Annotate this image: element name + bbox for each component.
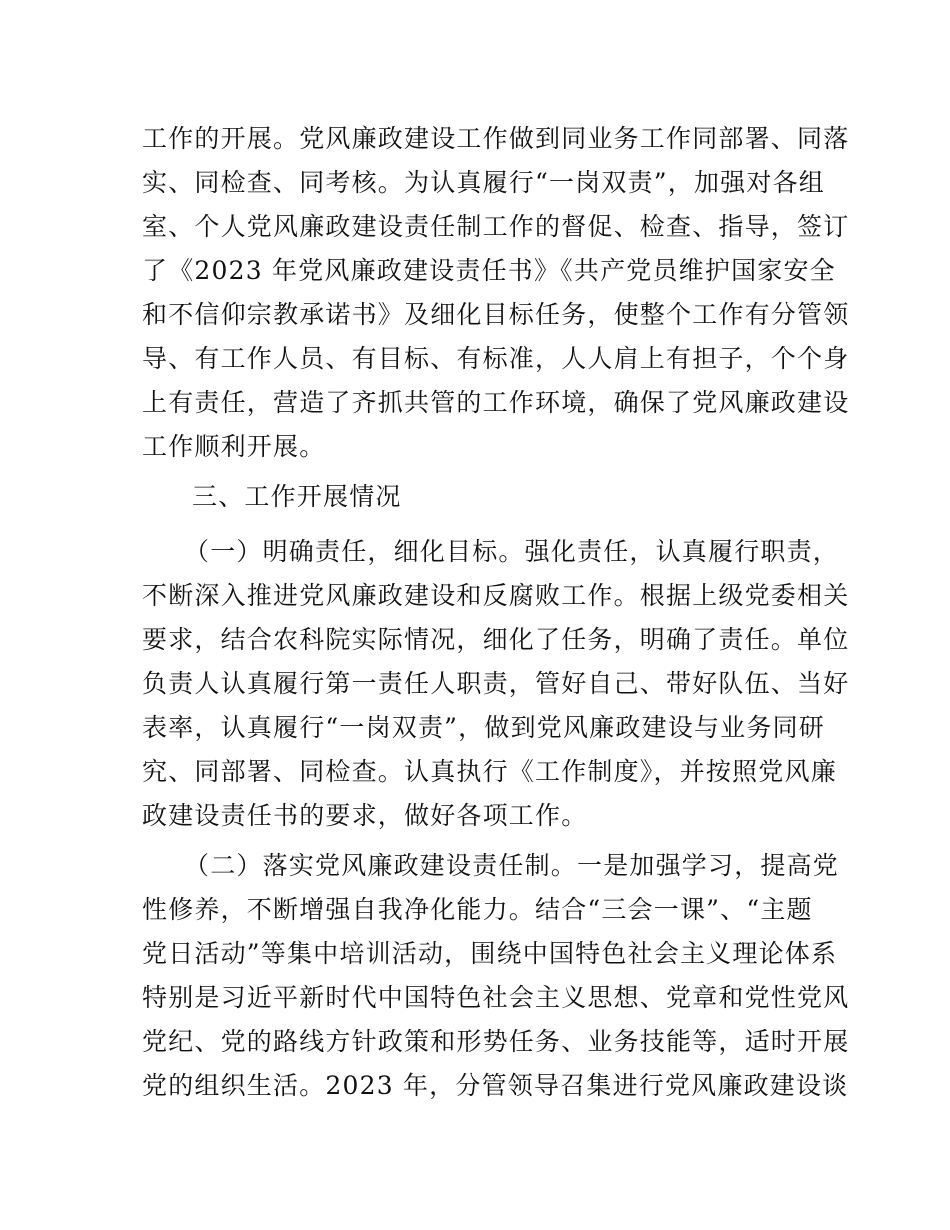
text-line: 工作的开展。党风廉政建设工作做到同业务工作同部署、同落 [142, 124, 850, 153]
text-line: 了《2023 年党风廉政建设责任书》《共产党员维护国家安全 [142, 256, 836, 285]
text-line: 不断深入推进党风廉政建设和反腐败工作。根据上级党委相关 [142, 581, 850, 610]
text-line: 党日活动”等集中培训活动，围绕中国特色社会主义理论体系 [142, 939, 838, 968]
text-line: 性修养，不断增强自我净化能力。结合“三会一课”、“主题 [142, 895, 813, 924]
text-line: 导、有工作人员、有目标、有标准，人人肩上有担子，个个身 [142, 344, 850, 373]
text-line: 政建设责任书的要求，做好各项工作。 [142, 801, 588, 830]
text-line: 党的组织生活。2023 年，分管领导召集进行党风廉政建设谈 [142, 1071, 849, 1100]
text-line: 要求，结合农科院实际情况，细化了任务，明确了责任。单位 [142, 625, 850, 654]
text-line: 实、同检查、同考核。为认真履行“一岗双责”，加强对各组 [142, 168, 825, 197]
text-line: 特别是习近平新时代中国特色社会主义思想、党章和党性党风 [142, 983, 850, 1012]
paragraph-clarify-responsibility [142, 530, 850, 838]
text-line: 党纪、党的路线方针政策和形势任务、业务技能等，适时开展 [142, 1027, 850, 1056]
text-line: （一）明确责任，细化目标。强化责任，认真履行职责， [184, 537, 840, 566]
text-line: 上有责任，营造了齐抓共管的工作环境，确保了党风廉政建设 [142, 388, 850, 417]
text-line: （二）落实党风廉政建设责任制。一是加强学习，提高党 [184, 851, 840, 880]
section-heading-text: 三、工作开展情况 [192, 482, 402, 511]
paragraph-responsibility-system [142, 844, 850, 1108]
text-line: 究、同部署、同检查。认真执行《工作制度》，并按照党风廉 [142, 757, 837, 786]
text-line: 负责人认真履行第一责任人职责，管好自己、带好队伍、当好 [142, 669, 850, 698]
section-heading [142, 475, 810, 519]
text-line: 工作顺利开展。 [142, 432, 326, 461]
text-line: 表率，认真履行“一岗双责”，做到党风廉政建设与业务同研 [142, 713, 825, 742]
text-line: 室、个人党风廉政建设责任制工作的督促、检查、指导，签订 [142, 212, 850, 241]
paragraph-work-implementation [142, 117, 850, 469]
text-line: 和不信仰宗教承诺书》及细化目标任务，使整个工作有分管领 [142, 300, 850, 329]
